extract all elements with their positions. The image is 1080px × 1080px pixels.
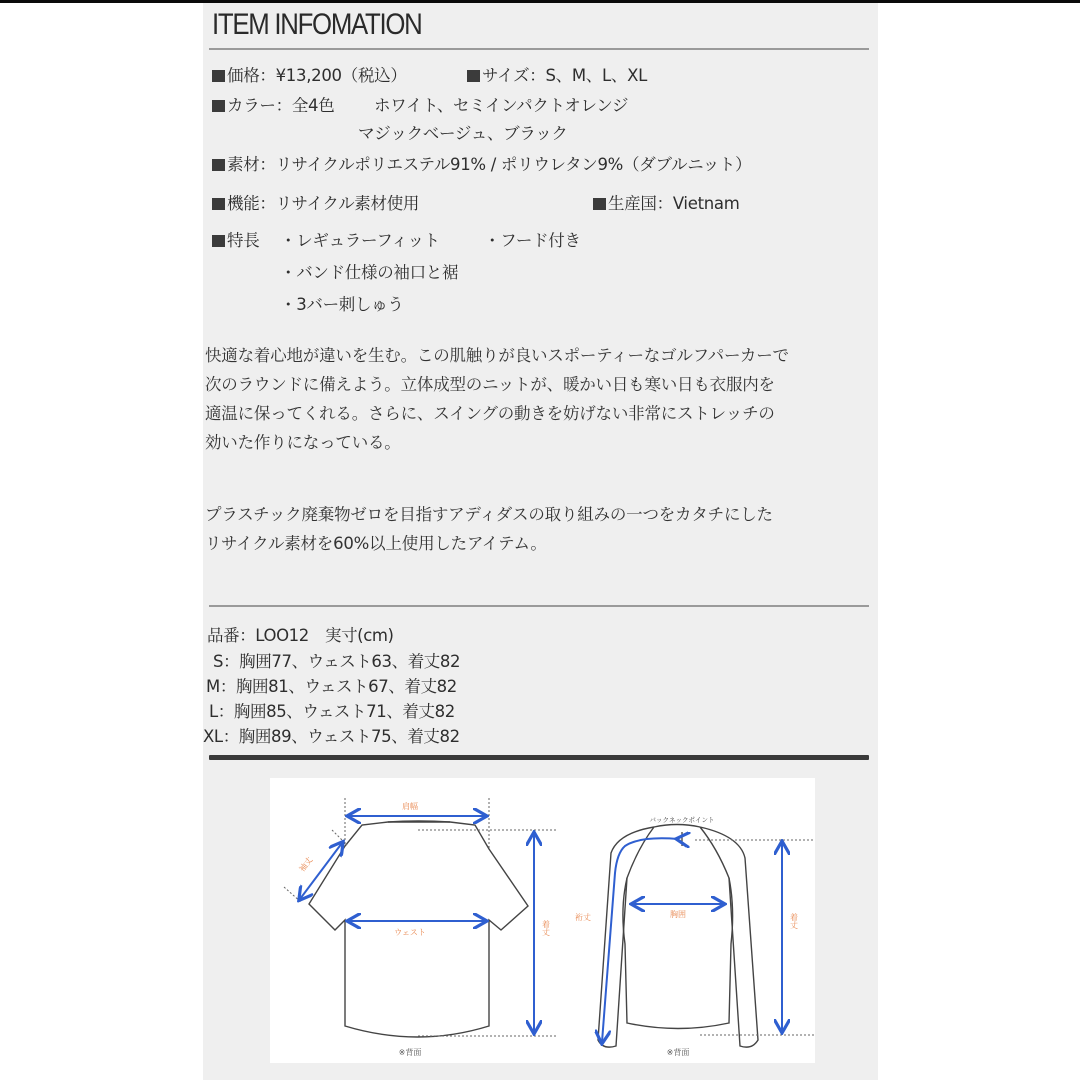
bullet-square-icon (212, 70, 225, 82)
measurement-header: 品番：LOO12 実寸(cm) (207, 626, 394, 645)
description-paragraph-1 (205, 341, 789, 457)
size-label: S (213, 652, 224, 671)
divider (209, 605, 869, 607)
spec-value: ¥13,200（税込） (275, 66, 407, 85)
spec-label: 価格 (227, 66, 260, 85)
divider (209, 48, 869, 50)
spec-color-line1: ホワイト、セミインパクトオレンジ (374, 96, 629, 115)
size-label: M (206, 677, 220, 696)
spec-value: リサイクルポリエステル91% / ポリウレタン9%（ダブルニット） (275, 155, 752, 174)
text-line: 快適な着心地が違いを生む。この肌触りが良いスポーティーなゴルフパーカーで (205, 346, 789, 365)
label-chest: 胸囲 (670, 910, 686, 919)
spec-label: サイズ (482, 66, 530, 85)
spec-sizes: サイズ：S、M、L、XL (467, 62, 647, 86)
size-values: ：胸囲81、ウェスト67、着丈82 (219, 677, 457, 696)
item-info-panel (203, 3, 878, 1080)
text-line: 効いた作りになっている。 (205, 433, 401, 452)
text-line: プラスチック廃棄物ゼロを目指すアディダスの取り組みの一つをカタチにした (205, 505, 773, 524)
bullet-square-icon (212, 100, 225, 112)
size-label: L (209, 702, 218, 721)
label-back-view: ※背面 (666, 1048, 690, 1057)
spec-label: カラー (227, 96, 276, 115)
bullet-square-icon (593, 198, 606, 210)
spec-color: カラー：全4色 (212, 92, 334, 116)
bullet-square-icon (467, 70, 480, 82)
spec-label: 機能 (227, 194, 260, 213)
label-shoulder-width: 肩幅 (402, 802, 418, 811)
spec-value: S、M、L、XL (545, 66, 647, 85)
size-values: ：胸囲89、ウェスト75、着丈82 (222, 727, 460, 746)
size-values: ：胸囲85、ウェスト71、着丈82 (217, 702, 455, 721)
label-length: 着丈 (541, 920, 551, 936)
feature-item: ・フード付き (484, 231, 581, 250)
spec-value: Vietnam (672, 194, 740, 213)
spec-price: 価格：¥13,200（税込） (212, 62, 407, 86)
measurement-row-xl (203, 723, 460, 747)
feature-item: ・レギュラーフィット (280, 231, 440, 250)
spec-color-count: 全4色 (291, 96, 335, 115)
spec-color-line2: マジックベージュ、ブラック (358, 124, 568, 143)
feature-item: ・3バー刺しゅう (280, 295, 404, 314)
text-line: リサイクル素材を60%以上使用したアイテム。 (205, 534, 547, 553)
divider-thick (209, 755, 869, 760)
label-back-neck-point: バックネックポイント (649, 816, 715, 824)
text-line: 適温に保ってくれる。さらに、スイングの動きを妨げない非常にストレッチの (205, 404, 775, 423)
garment-measurement-illustration (270, 778, 815, 1063)
feature-item: ・バンド仕様の袖口と裾 (280, 263, 459, 282)
spec-features-label (212, 227, 259, 251)
spec-label: 特長 (227, 231, 260, 250)
label-sleeve-length: 袖丈 (297, 855, 315, 874)
spec-label: 素材 (227, 155, 260, 174)
spec-label: 生産国 (608, 194, 657, 213)
description-paragraph-2 (205, 500, 773, 558)
longsleeve-outline (598, 825, 758, 1048)
bullet-square-icon (212, 235, 225, 247)
size-values: ：胸囲77、ウェスト63、着丈82 (223, 652, 461, 671)
label-waist: ウェスト (394, 928, 426, 937)
measurement-row-s (213, 648, 460, 672)
spec-material: 素材：リサイクルポリエステル91% / ポリウレタン9%（ダブルニット） (212, 151, 751, 175)
measurement-arrows (300, 816, 534, 1032)
label-yuki-length: 裄丈 (575, 913, 591, 922)
size-diagram (270, 778, 815, 1063)
measurement-arrows (602, 838, 782, 1042)
spec-value: リサイクル素材使用 (275, 194, 420, 213)
text-line: 次のラウンドに備えよう。立体成型のニットが、暖かい日も寒い日も衣服内を (205, 375, 775, 394)
spec-origin: 生産国：Vietnam (593, 190, 739, 214)
size-label: XL (203, 727, 223, 746)
bullet-square-icon (212, 159, 225, 171)
label-back-view: ※背面 (398, 1048, 422, 1057)
label-length: 着丈 (789, 913, 799, 929)
page-title: ITEM INFOMATION (212, 8, 422, 41)
measurement-row-m (206, 673, 457, 697)
bullet-square-icon (212, 198, 225, 210)
spec-function: 機能：リサイクル素材使用 (212, 190, 419, 214)
measurement-row-l (209, 698, 455, 722)
